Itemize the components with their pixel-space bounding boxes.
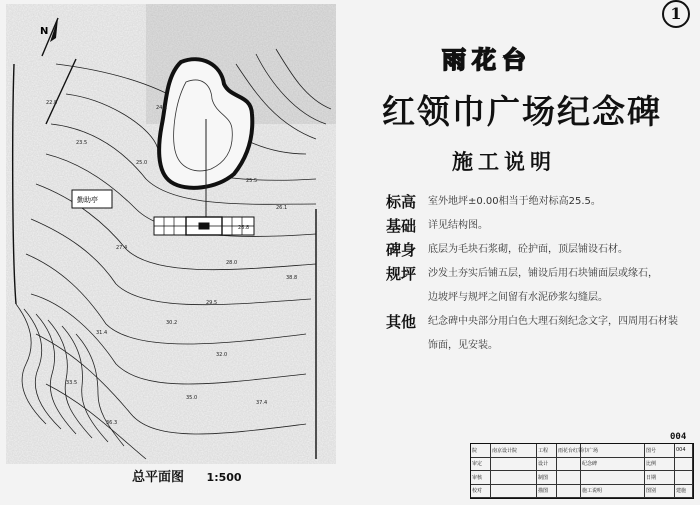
note-text: 饰面，见安装。 <box>428 340 498 351</box>
title-block-cell: 描图 <box>537 485 557 499</box>
title-block-cell: 校对 <box>471 485 491 499</box>
note-plaza <box>386 264 686 284</box>
contour-elevation-label: 38.8 <box>286 275 298 281</box>
note-text: 室外地坪±0.00相当于绝对标高25.5。 <box>428 196 601 207</box>
note-text: 边坡坪与规坪之间留有水泥砂浆勾缝层。 <box>428 292 608 303</box>
contour-elevation-label: 35.0 <box>186 395 198 401</box>
note-label: 规坪 <box>386 265 417 283</box>
plan-scale: 1:500 <box>206 471 242 484</box>
title-block-cell: 南京设计院 <box>491 444 537 458</box>
contour-elevation-label: 22.8 <box>46 100 58 106</box>
title-block-cell: 工程 <box>537 444 557 458</box>
title-block-cell: 制图 <box>537 471 557 485</box>
north-arrow-label: N <box>40 26 49 37</box>
contour-elevation-label: 25.0 <box>136 160 148 166</box>
title-block-cell <box>491 471 537 485</box>
title-block-cell: 比例 <box>645 458 675 472</box>
title-block-cell <box>557 458 581 472</box>
title-block-cell: 图号 <box>645 444 675 458</box>
title-block-cell: 审定 <box>471 458 491 472</box>
contour-elevation-label: 37.4 <box>256 400 268 406</box>
contour-elevation-label: 33.5 <box>66 380 78 386</box>
title-block-cell: 纪念碑 <box>581 458 645 472</box>
title-block-cell <box>491 458 537 472</box>
title-block-cell <box>581 471 645 485</box>
site-plan <box>6 4 336 464</box>
note-text: 详见结构图。 <box>428 220 488 231</box>
title-block-cell: 日期 <box>645 471 675 485</box>
title-block-cell <box>557 485 581 499</box>
contour-elevation-label: 26.1 <box>276 205 288 211</box>
note-other <box>386 312 686 332</box>
monument-title: 红领巾广场纪念碑 <box>382 92 662 131</box>
title-block-cell: 004 <box>675 444 693 458</box>
note-monument-body <box>386 240 686 260</box>
note-text: 底层为毛块石浆砌，砼护面，顶层铺设石材。 <box>428 244 628 255</box>
note-text: 沙发土夯实后铺五层，铺设后用石块铺面层或缘石， <box>428 268 658 279</box>
page-number-badge: 1 <box>662 0 690 28</box>
plan-caption-title: 总平面图 <box>132 470 185 485</box>
title-block-cell <box>581 444 645 458</box>
contour-elevation-label: 36.3 <box>106 420 118 426</box>
contour-elevation-label: 31.4 <box>96 330 108 336</box>
note-plaza-continued <box>386 288 686 308</box>
contour-elevation-label: 24.1 <box>156 105 168 111</box>
title-block-cell: 院 <box>471 444 491 458</box>
note-label: 其他 <box>386 313 417 331</box>
contour-elevation-label: 30.2 <box>166 320 178 326</box>
title-block-cell: 设计 <box>537 458 557 472</box>
pavilion <box>72 190 112 208</box>
title-block-cell: 雨花台红领巾广场 <box>557 444 581 458</box>
contour-elevation-label: 27.4 <box>116 245 128 251</box>
note-label: 基础 <box>386 217 417 235</box>
title-block-cell <box>675 471 693 485</box>
note-other-continued <box>386 336 686 356</box>
contour-elevation-label: 28.0 <box>226 260 238 266</box>
title-block-cell: 施工说明 <box>581 485 645 499</box>
note-text: 纪念碑中央部分用白色大理石刻纪念文字，四周用石材装 <box>428 316 678 327</box>
drawing-number: 004 <box>670 432 687 442</box>
contour-elevation-label: 25.5 <box>246 178 258 184</box>
title-block-cell <box>491 485 537 499</box>
note-label: 碑身 <box>386 241 417 259</box>
title-block-cell <box>675 458 693 472</box>
note-foundation <box>386 216 686 236</box>
construction-notes <box>386 192 686 360</box>
note-elevation <box>386 192 686 212</box>
contour-elevation-label: 26.8 <box>238 225 250 231</box>
plan-caption <box>132 466 242 485</box>
pavilion-label: 勤助亭 <box>77 196 98 204</box>
title-block-cell: 图别 <box>645 485 675 499</box>
section-title: 施工说明 <box>452 150 556 174</box>
location-title: 雨花台 <box>442 46 532 74</box>
contour-elevation-label: 29.5 <box>206 300 218 306</box>
title-block-cell <box>557 471 581 485</box>
note-label: 标高 <box>386 193 417 211</box>
title-block <box>470 443 694 499</box>
contour-elevation-label: 32.0 <box>216 352 228 358</box>
title-block-cell: 审核 <box>471 471 491 485</box>
contour-elevation-label: 23.5 <box>76 140 88 146</box>
title-block-cell: 建施 <box>675 485 693 499</box>
